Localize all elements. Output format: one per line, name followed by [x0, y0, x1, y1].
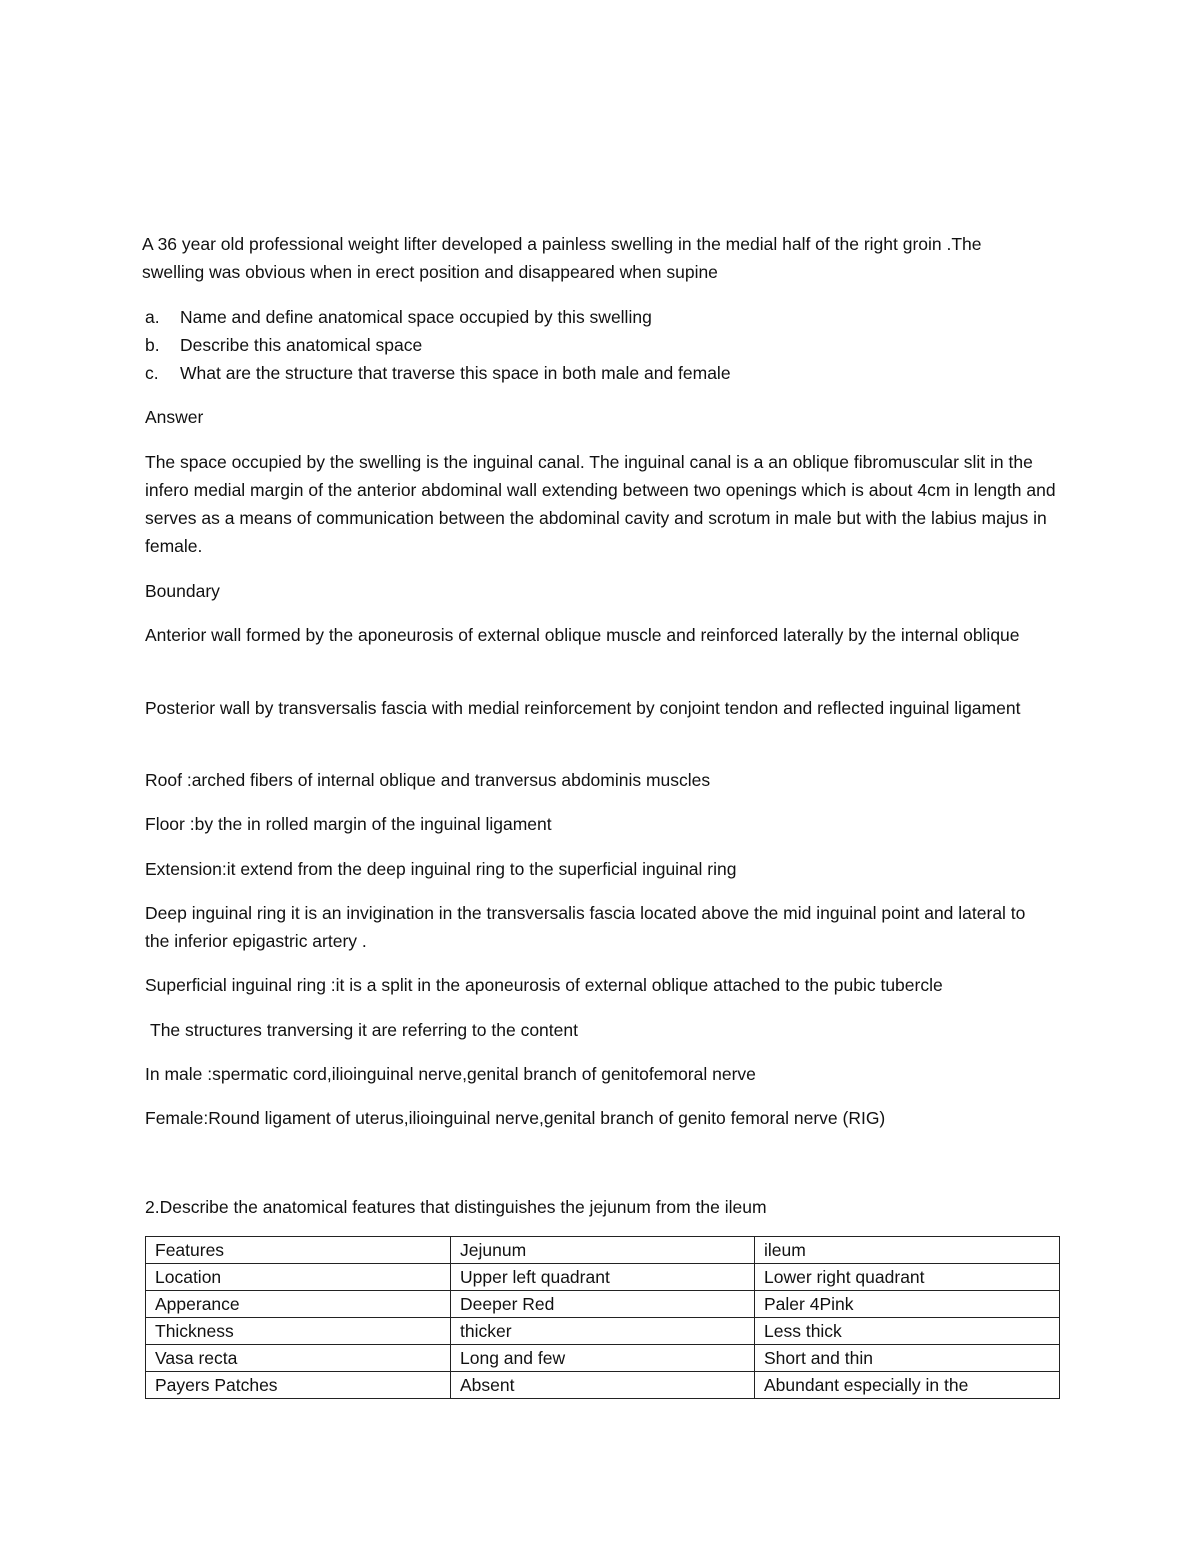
table-cell: Deeper Red — [451, 1291, 755, 1318]
table-cell: Vasa recta — [146, 1345, 451, 1372]
table-cell: Apperance — [146, 1291, 451, 1318]
male-content-text: In male :spermatic cord,ilioinguinal nerve,genital branch of genitofemoral nerve — [145, 1064, 756, 1084]
table-cell: Upper left quadrant — [451, 1264, 755, 1291]
table-cell: Less thick — [755, 1318, 1060, 1345]
anterior-wall-text: Anterior wall formed by the aponeurosis of external oblique muscle and reinforced laterally by the internal oblique — [145, 625, 1020, 645]
table-cell: Absent — [451, 1372, 755, 1399]
female-content-text: Female:Round ligament of uterus,ilioinguinal nerve,genital branch of genito femoral nerve (RIG) — [145, 1108, 886, 1128]
table-row — [146, 1372, 1060, 1399]
deep-ring-text: Deep inguinal ring it is an invigination in the transversalis fascia located above the mid inguinal point and lateral to the inferior epigastric artery . — [145, 903, 1026, 951]
floor-text: Floor :by the in rolled margin of the inguinal ligament — [145, 814, 552, 834]
table-header-cell: Jejunum — [451, 1237, 755, 1264]
table-cell: Payers Patches — [146, 1372, 451, 1399]
table-header-cell: ileum — [755, 1237, 1060, 1264]
list-item-text: Name and define anatomical space occupied by this swelling — [180, 307, 652, 327]
question-2-text: 2.Describe the anatomical features that distinguishes the jejunum from the ileum — [145, 1197, 767, 1217]
structures-text: The structures tranversing it are referring to the content — [150, 1020, 578, 1040]
answer-paragraph: The space occupied by the swelling is the inguinal canal. The inguinal canal is a an oblique fibromuscular slit in the infero medial margin of the anterior abdominal wall extending between two openings which is about 4cm in length and serves as a means of communication between the abdominal cavity and scrotum in male but with the labius majus in female. — [145, 452, 1056, 556]
list-marker: a. — [145, 307, 160, 327]
table-cell: thicker — [451, 1318, 755, 1345]
roof-text: Roof :arched fibers of internal oblique and tranversus abdominis muscles — [145, 770, 711, 790]
posterior-wall-text: Posterior wall by transversalis fascia with medial reinforcement by conjoint tendon and reflected inguinal ligament — [145, 698, 1021, 718]
table-header-cell: Features — [146, 1237, 451, 1264]
list-marker: c. — [145, 363, 159, 383]
table-row — [146, 1318, 1060, 1345]
table-cell: Location — [146, 1264, 451, 1291]
answer-heading: Answer — [145, 407, 204, 427]
table-row — [146, 1264, 1060, 1291]
list-marker: b. — [145, 335, 160, 355]
extension-text: Extension:it extend from the deep inguinal ring to the superficial inguinal ring — [145, 859, 737, 879]
table-cell: Long and few — [451, 1345, 755, 1372]
superficial-ring-text: Superficial inguinal ring :it is a split in the aponeurosis of external oblique attached to the pubic tubercle — [145, 975, 943, 995]
jejunum-ileum-table — [145, 1236, 1060, 1399]
table-cell: Short and thin — [755, 1345, 1060, 1372]
table-row — [146, 1291, 1060, 1318]
boundary-heading: Boundary — [145, 581, 220, 601]
table-row — [146, 1345, 1060, 1372]
table-cell: Lower right quadrant — [755, 1264, 1060, 1291]
question-1-intro: A 36 year old professional weight lifter developed a painless swelling in the medial half of the right groin .The swelling was obvious when in erect position and disappeared when supine — [142, 234, 982, 282]
table-header-row — [146, 1237, 1060, 1264]
table-cell: Abundant especially in the — [755, 1372, 1060, 1399]
list-item-text: What are the structure that traverse this space in both male and female — [180, 363, 731, 383]
table-cell: Paler 4Pink — [755, 1291, 1060, 1318]
table-cell: Thickness — [146, 1318, 451, 1345]
list-item-text: Describe this anatomical space — [180, 335, 423, 355]
